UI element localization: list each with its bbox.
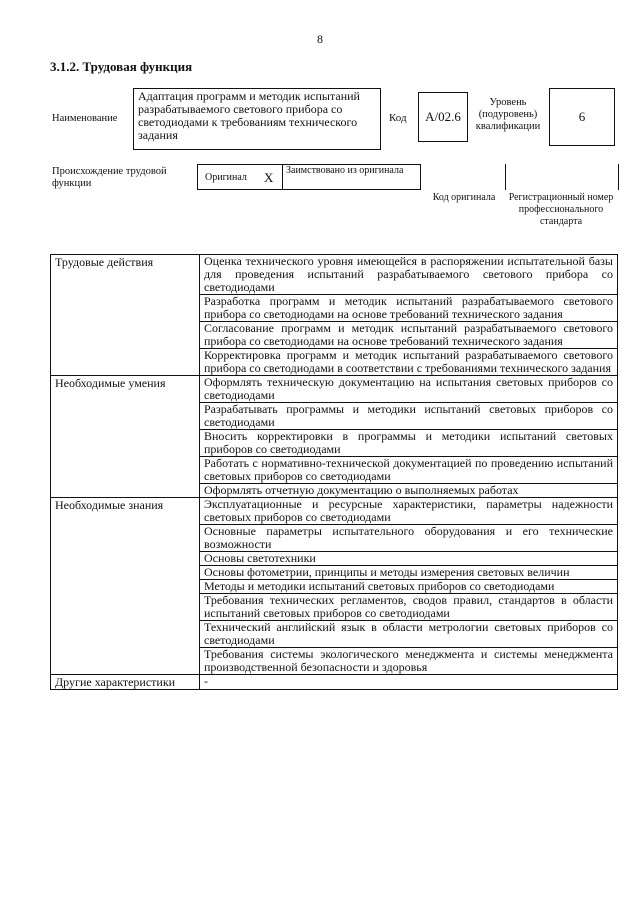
function-code-box: А/02.6 bbox=[418, 92, 468, 142]
borrowed-cell bbox=[282, 164, 421, 190]
name-label: Наименование bbox=[52, 113, 118, 124]
category-other: Другие характеристики bbox=[51, 675, 200, 690]
skill-item: Оформлять техническую документацию на испытания световых приборов со светодиодами bbox=[200, 376, 618, 403]
action-item: Согласование программ и методик испытаний разрабатываемого светового прибора со светодиодами на основе требований технического задания bbox=[200, 322, 618, 349]
knowledge-item: Основные параметры испытательного оборудования и его технические возможности bbox=[200, 525, 618, 552]
borrowed-label: Заимствовано из оригинала bbox=[286, 165, 404, 176]
function-name-box: Адаптация программ и методик испытаний разрабатываемого светового прибора со светодиодами к требованиям технического задания bbox=[133, 88, 381, 150]
category-knowledge: Необходимые знания bbox=[51, 498, 200, 675]
table-row bbox=[51, 498, 618, 525]
skill-item: Работать с нормативно-технической документацией по проведению испытаний световых приборов со светодиодами bbox=[200, 457, 618, 484]
code-original-label: Код оригинала bbox=[432, 192, 496, 203]
function-details-table bbox=[50, 254, 618, 690]
knowledge-item: Требования технических регламентов, сводов правил, стандартов в области испытаний световых приборов со светодиодами bbox=[200, 594, 618, 621]
origin-label: Происхождение трудовой функции bbox=[52, 166, 167, 189]
table-row bbox=[51, 255, 618, 295]
category-skills: Необходимые умения bbox=[51, 376, 200, 498]
table-row bbox=[51, 376, 618, 403]
table-row bbox=[51, 675, 618, 690]
original-cell bbox=[197, 164, 283, 190]
knowledge-item: Основы фотометрии, принципы и методы измерения световых величин bbox=[200, 566, 618, 580]
skill-item: Оформлять отчетную документацию о выполняемых работах bbox=[200, 484, 618, 498]
other-item: - bbox=[200, 675, 618, 690]
reg-number-cell bbox=[505, 164, 619, 190]
original-mark: Х bbox=[264, 170, 274, 185]
code-original-cell bbox=[420, 164, 506, 190]
knowledge-item: Эксплуатационные и ресурсные характеристики, параметры надежности световых приборов со светодиодами bbox=[200, 498, 618, 525]
action-item: Оценка технического уровня имеющейся в распоряжении испытательной базы для проведения испытаний разрабатываемого светового прибора со светодиодами bbox=[200, 255, 618, 295]
action-item: Корректировка программ и методик испытаний разрабатываемого светового прибора со светодиодами в соответствии с требованиями технического задания bbox=[200, 349, 618, 376]
knowledge-item: Основы светотехники bbox=[200, 552, 618, 566]
origin-row bbox=[197, 164, 619, 190]
code-label: Код bbox=[389, 112, 407, 124]
page-number: 8 bbox=[317, 32, 323, 46]
knowledge-item: Технический английский язык в области метрологии световых приборов со светодиодами bbox=[200, 621, 618, 648]
reg-number-label: Регистрационный номер профессионального стандарта bbox=[508, 192, 614, 227]
skill-item: Разрабатывать программы и методики испытаний световых приборов со светодиодами bbox=[200, 403, 618, 430]
action-item: Разработка программ и методик испытаний разрабатываемого светового прибора со светодиодами на основе требований технического задания bbox=[200, 295, 618, 322]
level-label: Уровень (подуровень) квалификации bbox=[475, 97, 541, 132]
qualification-level-box: 6 bbox=[549, 88, 615, 146]
skill-item: Вносить корректировки в программы и методики испытаний световых приборов со светодиодами bbox=[200, 430, 618, 457]
section-title: 3.1.2. Трудовая функция bbox=[50, 59, 193, 74]
knowledge-item: Методы и методики испытаний световых приборов со светодиодами bbox=[200, 580, 618, 594]
original-label: Оригинал bbox=[205, 172, 247, 183]
category-actions: Трудовые действия bbox=[51, 255, 200, 376]
knowledge-item: Требования системы экологического менеджмента и системы менеджмента производственной безопасности и здоровья bbox=[200, 648, 618, 675]
